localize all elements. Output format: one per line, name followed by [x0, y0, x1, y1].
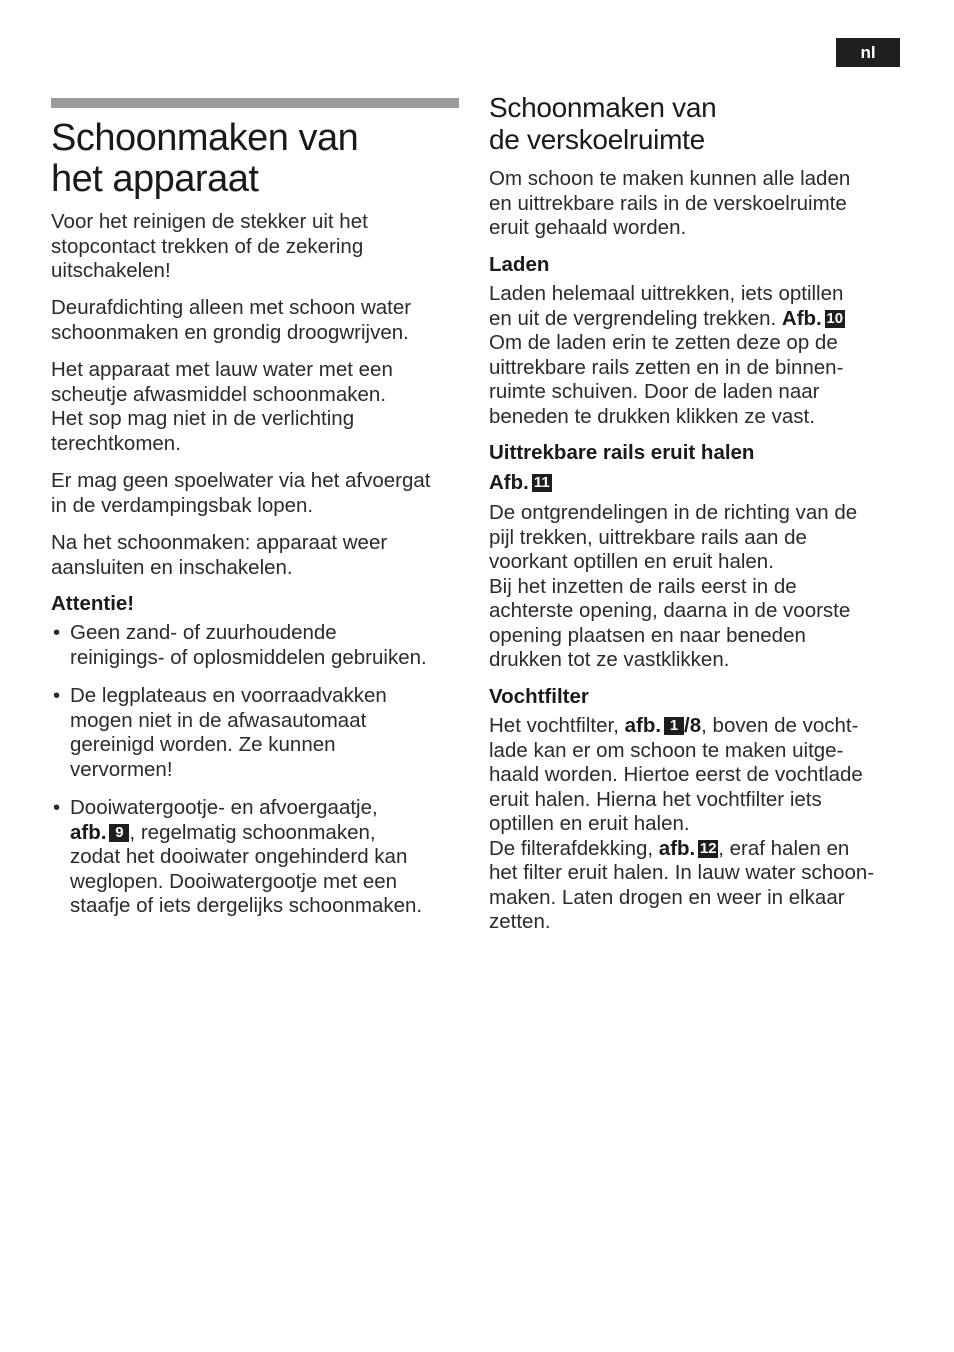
text-line: gereinigd worden. Ze kunnen	[70, 733, 336, 756]
text-line: maken. Laten drogen en weer in elkaar	[489, 885, 845, 909]
text-line: Om de laden erin te zetten deze op de	[489, 331, 838, 354]
text-line: Er mag geen spoelwater via het afvoergat	[51, 469, 431, 492]
figure-number-badge: 1	[664, 717, 684, 735]
text-line: Laden helemaal uittrekken, iets optillen	[489, 282, 844, 305]
list-item	[51, 684, 461, 782]
text-line: voorkant optillen en eruit halen.	[489, 550, 774, 573]
text-line: • Dooiwatergootje- en afvoergaatje,	[70, 796, 378, 819]
text-line: drukken tot ze vastklikken.	[489, 648, 730, 671]
figure-ref-label: afb.	[624, 714, 662, 737]
text-line: reinigings- of oplosmiddelen gebruiken.	[70, 645, 427, 669]
text-line: vervormen!	[70, 757, 173, 781]
text-line	[489, 307, 845, 332]
text-line: eruit gehaald worden.	[489, 216, 687, 239]
gasket-paragraph	[51, 296, 411, 345]
text-line: • De legplateaus en voorraadvakken	[70, 684, 387, 707]
text-line: en uittrekbare rails in de verskoelruimte	[489, 191, 847, 215]
text-line: Het sop mag niet in de verlichting	[51, 407, 355, 430]
text-line: mogen niet in de afwasautomaat	[70, 708, 367, 732]
text-line: Bij het inzetten de rails eerst in de	[489, 574, 797, 598]
text-line: Voor het reinigen de stekker uit het	[51, 210, 368, 233]
text-line: Om schoon te maken kunnen alle laden	[489, 167, 851, 190]
text-line: stopcontact trekken of de zekering	[51, 234, 364, 258]
vochtfilter-heading: Vochtfilter	[489, 685, 589, 708]
text-line: De ontgrendelingen in de richting van de	[489, 501, 858, 524]
page-title-line2: het apparaat	[51, 158, 259, 200]
text-line	[70, 821, 461, 846]
text-fragment: , regelmatig schoonmaken,	[129, 820, 376, 844]
figure-ref-label: afb.	[658, 836, 696, 860]
text-line: Na het schoonmaken: apparaat weer	[51, 531, 388, 554]
list-item	[51, 796, 461, 919]
text-line: terechtkomen.	[51, 431, 181, 455]
attention-heading: Attentie!	[51, 592, 135, 615]
text-line: Deurafdichting alleen met schoon water	[51, 296, 412, 319]
figure-number-badge: 9	[109, 824, 129, 842]
text-line: Het apparaat met lauw water met een	[51, 358, 393, 381]
text-fragment: , boven de vocht-	[701, 714, 859, 737]
vochtfilter-paragraph	[489, 714, 874, 935]
text-line: zodat het dooiwater ongehinderd kan	[70, 845, 408, 868]
drain-paragraph	[51, 469, 430, 518]
text-line: uittrekbare rails zetten en in de binnen-	[489, 355, 844, 379]
attention-list	[51, 621, 461, 933]
section-title-line1: Schoonmaken van	[489, 92, 717, 123]
laden-heading: Laden	[489, 253, 550, 276]
text-line: weglopen. Dooiwatergootje met een	[70, 869, 398, 893]
intro-paragraph	[51, 210, 368, 284]
text-line: schoonmaken en grondig droogwrijven.	[51, 320, 409, 344]
text-line: eruit halen. Hierna het vochtfilter iets	[489, 787, 822, 811]
figure-number-badge: 12	[699, 839, 717, 857]
washing-paragraph	[51, 358, 393, 456]
text-line: pijl trekken, uittrekbare rails aan de	[489, 525, 807, 549]
figure-ref-suffix: /8	[684, 714, 702, 737]
laden-paragraph	[489, 282, 845, 429]
figure-number-badge: 11	[532, 474, 552, 492]
text-line: uitschakelen!	[51, 259, 171, 282]
text-fragment: en uit de vergrendeling trekken.	[489, 306, 777, 330]
text-line: aansluiten en inschakelen.	[51, 555, 293, 579]
text-fragment: De filterafdekking,	[489, 836, 654, 860]
section-title-line2: de verskoelruimte	[489, 124, 705, 155]
page-title-line1: Schoonmaken van	[51, 117, 359, 159]
text-line: lade kan er om schoon te maken uitge-	[489, 738, 844, 762]
fridge-intro-paragraph	[489, 167, 850, 241]
text-line: scheutje afwasmiddel schoonmaken.	[51, 382, 387, 406]
figure-number-badge: 10	[826, 309, 844, 327]
rails-paragraph	[489, 501, 857, 673]
page-title	[51, 118, 358, 200]
text-line	[489, 714, 874, 739]
text-line	[489, 837, 874, 862]
section-rule	[51, 98, 459, 108]
rails-heading: Uittrekbare rails eruit halen	[489, 441, 755, 464]
figure-ref-label: Afb.	[781, 306, 822, 330]
text-line: in de verdampingsbak lopen.	[51, 493, 314, 517]
text-line: ruimte schuiven. Door de laden naar	[489, 380, 820, 403]
text-line: opening plaatsen en naar beneden	[489, 623, 806, 647]
text-line: optillen en eruit halen.	[489, 812, 690, 835]
rails-figure-ref	[489, 471, 552, 496]
list-item	[51, 621, 461, 670]
text-line: zetten.	[489, 910, 551, 933]
text-line: • Geen zand- of zuurhoudende	[70, 621, 337, 644]
text-line: het filter eruit halen. In lauw water schoon-	[489, 861, 875, 884]
figure-ref-label: Afb.	[489, 471, 529, 494]
language-badge: nl	[836, 38, 900, 67]
figure-ref-label: afb.	[70, 820, 107, 844]
reconnect-paragraph	[51, 531, 387, 580]
text-fragment: , eraf halen en	[718, 836, 850, 860]
text-fragment: Het vochtfilter,	[489, 714, 619, 737]
section-title	[489, 92, 716, 156]
text-line: beneden te drukken klikken ze vast.	[489, 404, 815, 428]
text-line: achterste opening, daarna in de voorste	[489, 599, 851, 622]
text-line: haald worden. Hiertoe eerst de vochtlade	[489, 763, 863, 786]
text-line: staafje of iets dergelijks schoonmaken.	[70, 894, 423, 917]
